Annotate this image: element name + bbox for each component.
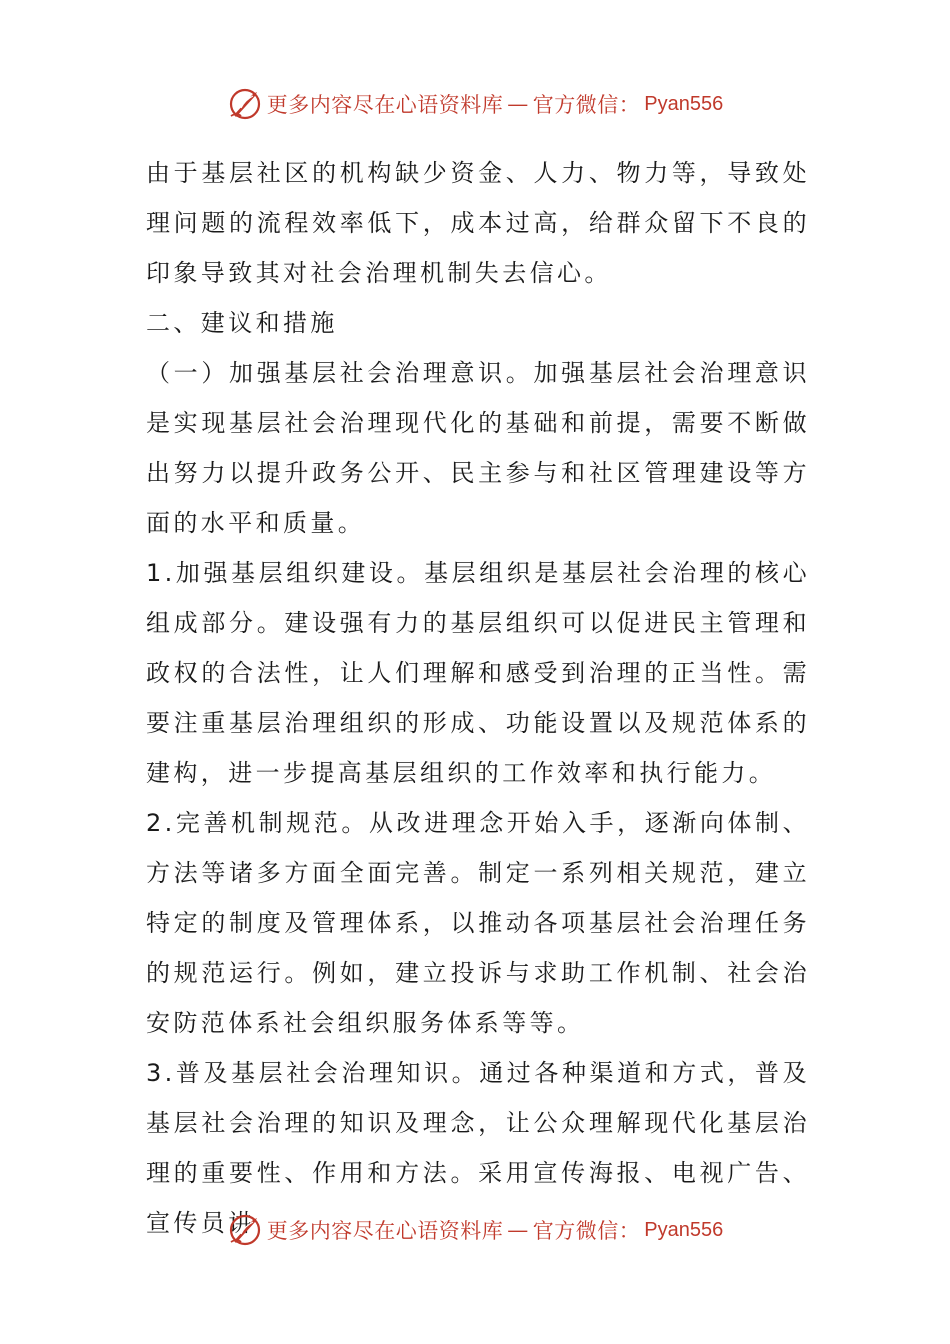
quill-pen-icon: [227, 86, 263, 122]
quill-pen-icon: [227, 1212, 263, 1248]
watermark-text: 更多内容尽在心语资料库: [266, 1219, 504, 1243]
paragraph-item-3: 3.普及基层社会治理知识。通过各种渠道和方式，普及基层社会治理的知识及理念，让公众理解现代化基层治理的重要性、作用和方法。采用宣传海报、电视广告、宣传员讲: [146, 1059, 810, 1237]
watermark-text: 更多内容尽在心语资料库: [266, 93, 504, 117]
header-watermark-banner: [0, 84, 950, 124]
paragraph-subsection-1: （一）加强基层社会治理意识。加强基层社会治理意识是实现基层社会治理现代化的基础和前提，需要不断做出努力以提升政务公开、民主参与和社区管理建设等方面的水平和质量。: [146, 359, 810, 537]
watermark-official-label: 官方微信：: [532, 93, 641, 117]
document-body: [146, 148, 810, 1248]
paragraph-item-1: 1.加强基层组织建设。基层组织是基层社会治理的核心组成部分。建设强有力的基层组织可以促进民主管理和政权的合法性，让人们理解和感受到治理的正当性。需要注重基层治理组织的形成、功能设置以及规范体系的建构，进一步提高基层组织的工作效率和执行能力。: [146, 559, 810, 787]
footer-watermark-banner: [0, 1210, 950, 1250]
paragraph-intro: 由于基层社区的机构缺少资金、人力、物力等，导致处理问题的流程效率低下，成本过高，给群众留下不良的印象导致其对社会治理机制失去信心。: [146, 159, 810, 287]
watermark-official-label: 官方微信：: [532, 1219, 641, 1243]
watermark-dash: —: [507, 1218, 529, 1242]
watermark-dash: —: [507, 92, 529, 116]
section-heading: 二、建议和措施: [146, 309, 338, 337]
paragraph-item-2: 2.完善机制规范。从改进理念开始入手，逐渐向体制、方法等诸多方面全面完善。制定一系列相关规范，建立特定的制度及管理体系，以推动各项基层社会治理任务的规范运行。例如，建立投诉与求助工作机制、社会治安防范体系社会组织服务体系等等。: [146, 809, 810, 1037]
watermark-wechat-handle: Pyan556: [644, 1218, 724, 1241]
watermark-wechat-handle: Pyan556: [644, 92, 724, 115]
